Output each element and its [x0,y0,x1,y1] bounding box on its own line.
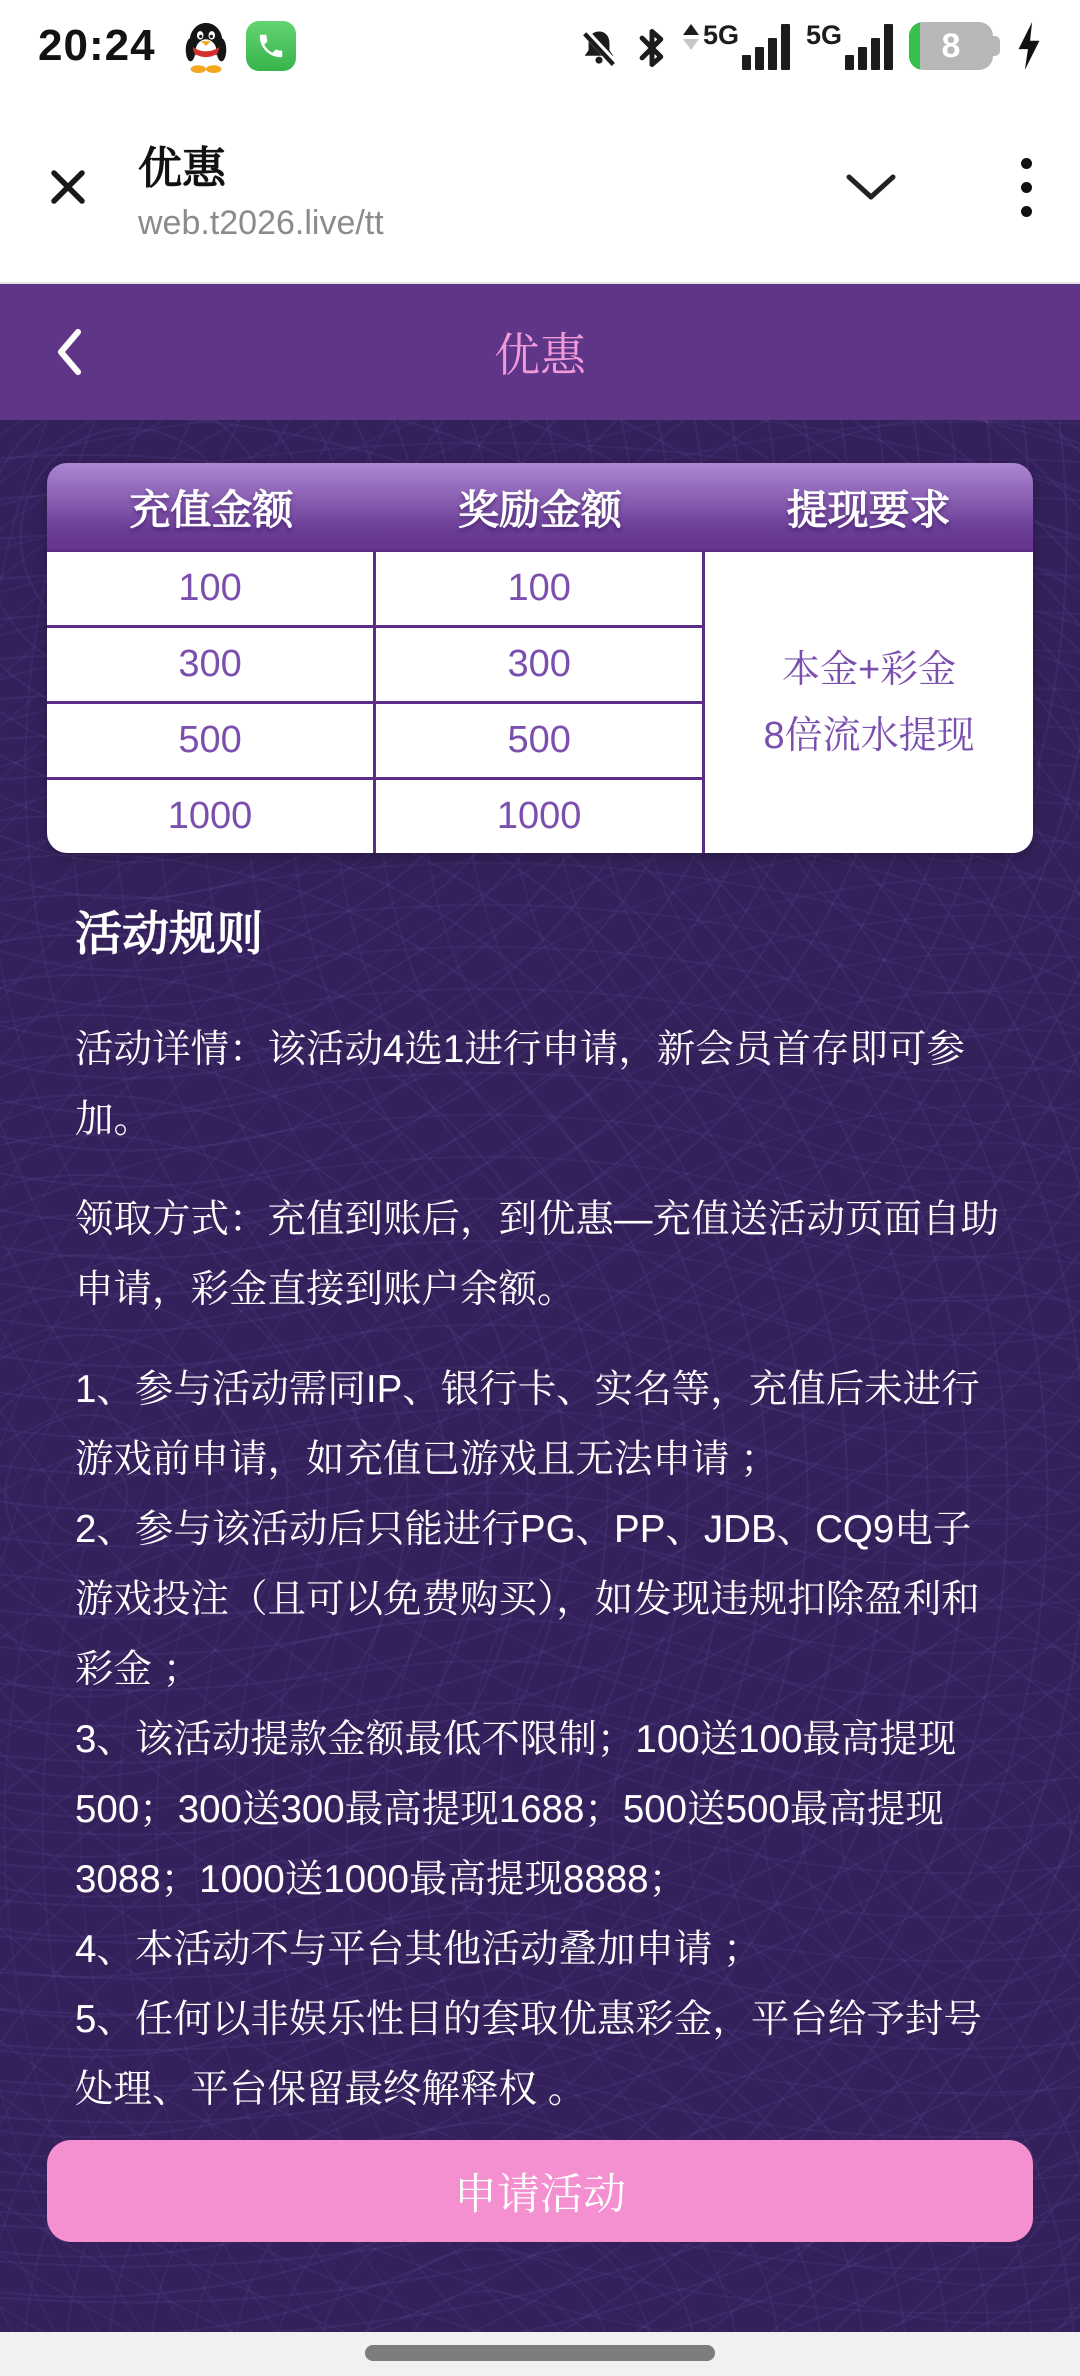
apply-activity-button[interactable]: 申请活动 [47,2140,1033,2242]
deposit-amount: 100 [178,567,242,609]
status-icons [577,22,1042,70]
activity-rules [75,907,1008,2125]
withdraw-requirement-cell [702,552,1033,853]
page-header [0,284,1080,420]
table-row [47,625,702,701]
data-activity-arrows-icon [683,24,699,50]
column-header: 充值金额 [129,486,294,533]
status-time: 20:24 [38,21,156,70]
rules-heading: 活动规则 [75,907,263,960]
kebab-menu-icon[interactable] [1017,154,1036,221]
notifications-muted-icon [577,26,621,70]
bonus-amount: 300 [373,628,702,701]
table-row [47,552,702,625]
withdraw-note-line1: 本金+彩金 [781,648,957,691]
qq-penguin-icon [182,19,230,73]
charging-bolt-icon [1016,22,1042,70]
browser-header [0,92,1080,284]
table-row [47,701,702,777]
column-header: 奖励金额 [458,486,622,533]
rules-detail: 活动详情：该活动4选1进行申请，新会员首存即可参加。 [75,1028,965,1141]
deposit-amount: 500 [178,719,242,761]
browser-title-block [138,132,384,243]
deposit-amount: 300 [178,643,242,685]
promo-table [47,463,1033,853]
deposit-amount: 1000 [167,795,253,837]
chevron-down-icon[interactable] [843,171,899,203]
browser-page-title: 优惠 [138,143,226,193]
signal-1-5g-icon [683,22,790,70]
column-header: 提现要求 [786,486,951,533]
rule-item-5: 5、任何以非娱乐性目的套取优惠彩金，平台给予封号处理、平台保留最终解释权 。 [75,1998,982,2111]
bonus-amount: 1000 [373,780,702,853]
battery-icon [909,22,1000,70]
page-title: 优惠 [494,329,586,381]
table-row [47,777,702,853]
close-icon[interactable] [44,163,92,211]
promo-content [0,420,1080,2376]
phone-app-icon [246,21,296,71]
rule-item-3: 3、该活动提款金额最低不限制；100送100最高提现500；300送300最高提现1688；500送500最高提现3088；1000送1000最高提现8888； [75,1718,957,1901]
bonus-amount: 500 [373,704,702,777]
bluetooth-icon [637,26,667,70]
promo-table-header-row [47,463,1033,549]
rule-item-4: 4、本活动不与平台其他活动叠加申请 ； [75,1928,762,1971]
bonus-amount: 100 [373,552,702,625]
status-bar [0,0,1080,92]
network-type-label: 5G [702,20,739,50]
battery-percentage: 8 [941,26,961,65]
network-type-label: 5G [805,20,842,50]
rule-item-2: 2、参与该活动后只能进行PG、PP、JDB、CQ9电子游戏投注（且可以免费购买），如发现违规扣除盈利和彩金 ； [75,1508,980,1691]
rules-claim-method: 领取方式：充值到账后，到优惠—充值送活动页面自助申请，彩金直接到账户余额。 [75,1198,1000,1311]
browser-url: web.t2026.live/tt [138,203,384,242]
gesture-nav-bar [0,2332,1080,2376]
notification-app-icons [182,19,296,73]
home-indicator[interactable] [365,2345,715,2361]
back-chevron-icon[interactable] [46,320,92,384]
signal-2-5g-icon [806,22,893,70]
rule-item-1: 1、参与活动需同IP、银行卡、实名等，充值后未进行游戏前申请，如充值已游戏且无法申请 ； [75,1368,980,1481]
withdraw-note-line2: 8倍流水提现 [763,714,975,757]
